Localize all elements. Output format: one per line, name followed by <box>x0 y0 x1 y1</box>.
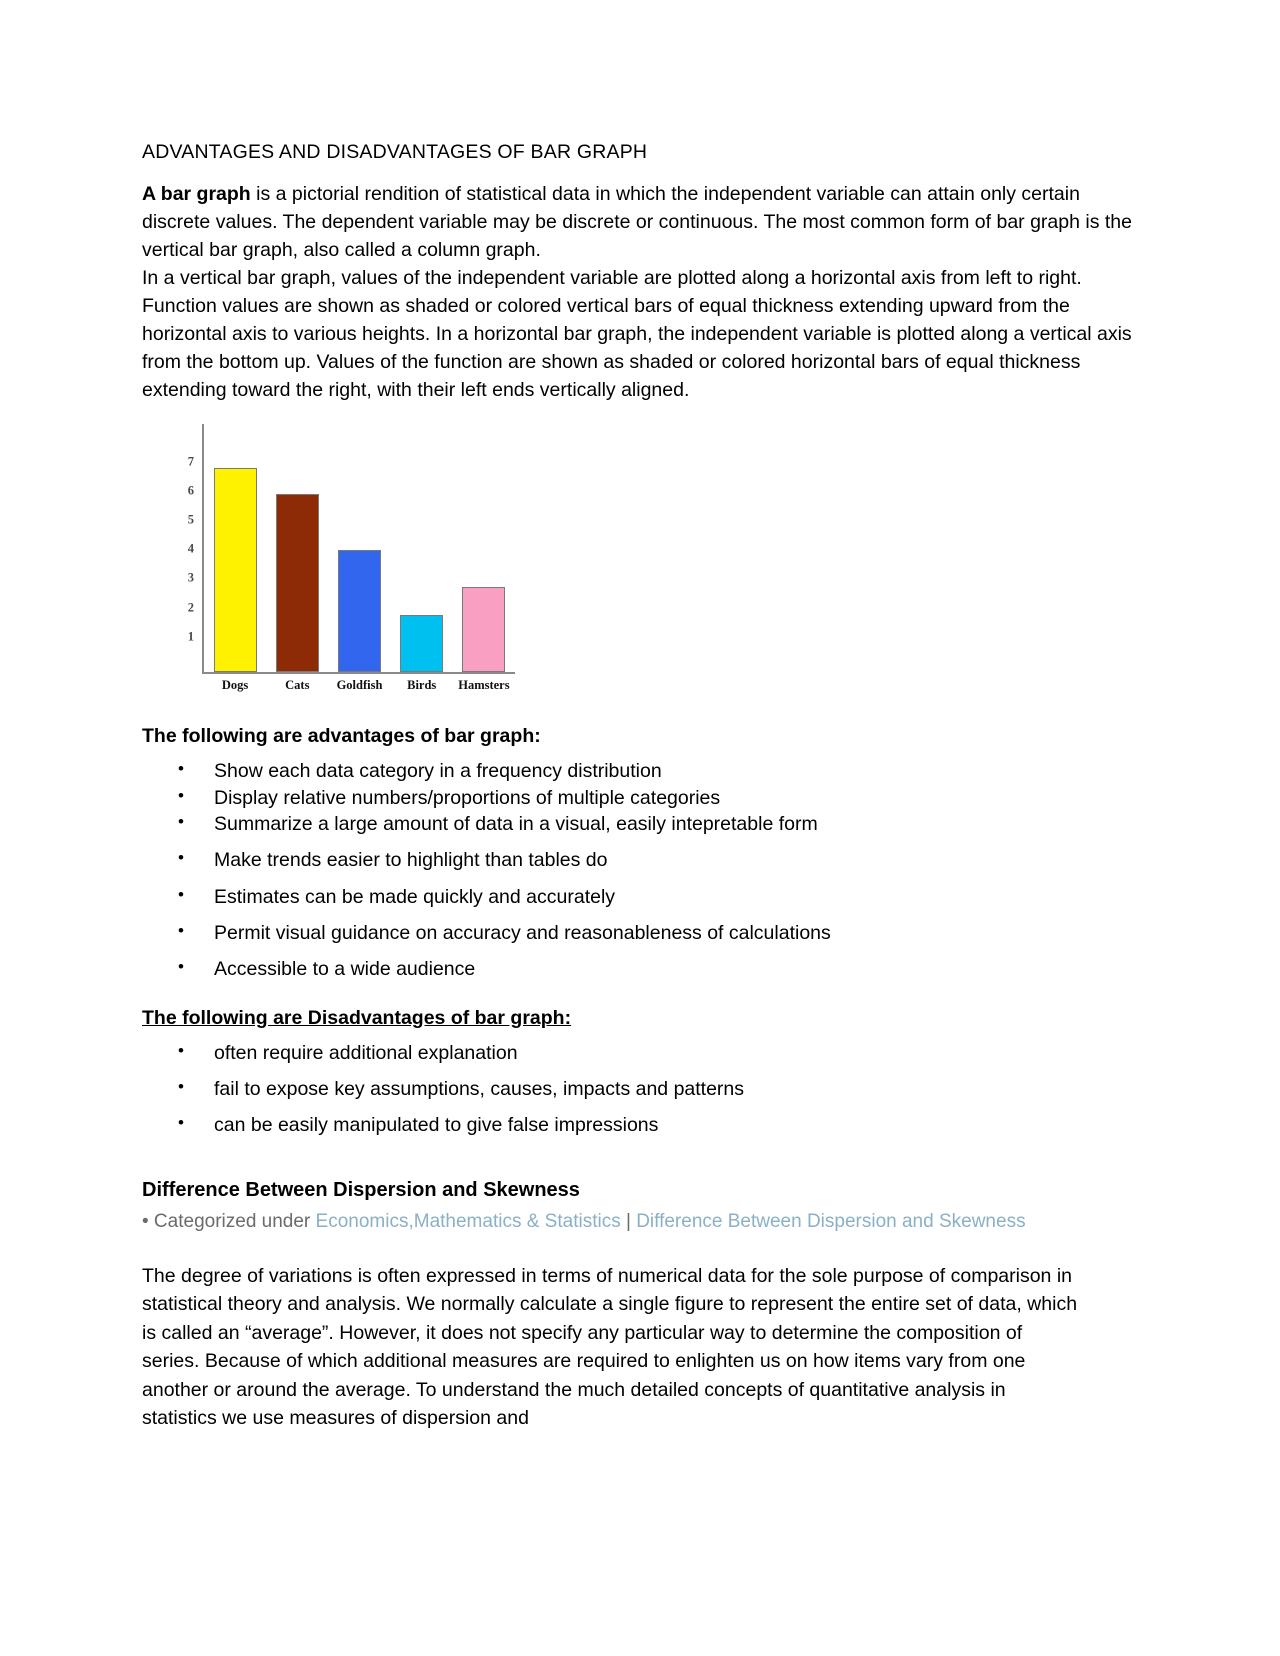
x-label-birds: Birds <box>407 678 437 693</box>
list-item <box>142 785 1140 811</box>
x-label-goldfish: Goldfish <box>336 678 383 693</box>
category-link[interactable]: Economics,Mathematics & Statistics <box>315 1210 621 1232</box>
y-tick-label: 3 <box>187 570 194 585</box>
dispersion-body-paragraph: The degree of variations is often expressed in terms of numerical data for the sole purpose of comparison in statistical theory and analysis. We normally calculate a single figure to represent the entire set of data, which is called an “average”. However, it does not specify any particular way to determine the composition of series. Because of which additional measures are required to enlighten us on how items vary from one another or around the average. To understand the much detailed concepts of quantitative analysis in statistics we use measures of dispersion and <box>142 1264 1078 1429</box>
bullet-icon: • <box>178 812 184 831</box>
bullet-icon: • <box>178 759 184 779</box>
bullet-icon: • <box>178 1076 184 1096</box>
advantages-heading: The following are advantages of bar graph: <box>142 725 541 748</box>
intro-lead-bold: A bar graph <box>142 183 251 206</box>
bullet-icon: • <box>178 785 184 805</box>
bar-slot <box>266 424 328 672</box>
list-item-text: Show each data category in a frequency distribution <box>214 760 662 783</box>
dispersion-section <box>142 1179 1140 1433</box>
bar-chart-figure <box>172 424 517 693</box>
bullet-icon: • <box>178 1040 184 1060</box>
list-item-text: Estimates can be made quickly and accurately <box>214 885 616 908</box>
list-item-text: Permit visual guidance on accuracy and reasonableness of calculations <box>214 921 831 944</box>
categorized-line <box>142 1208 1062 1236</box>
y-tick-label: 6 <box>187 483 194 498</box>
chart-category-labels <box>204 678 515 693</box>
list-item <box>142 1076 1140 1102</box>
list-item-text: can be easily manipulated to give false impressions <box>214 1114 659 1137</box>
y-tick-label: 2 <box>187 600 194 615</box>
bar-chart <box>172 424 517 674</box>
bullet-icon: • <box>178 884 184 904</box>
categorized-prefix: • Categorized under <box>142 1210 316 1232</box>
bar-slot <box>328 424 390 672</box>
list-item-text: Make trends easier to highlight than tables do <box>214 849 608 872</box>
list-item <box>142 1040 1140 1066</box>
list-item-text: Summarize a large amount of data in a visual, easily intepretable form <box>214 813 818 835</box>
bullet-icon: • <box>178 848 184 868</box>
advantages-list <box>142 758 1140 982</box>
disadvantages-list <box>142 1040 1140 1139</box>
y-tick-label: 4 <box>187 541 194 556</box>
y-tick-label: 7 <box>187 454 194 469</box>
bullet-icon: • <box>178 1113 184 1133</box>
bar-slot <box>453 424 515 672</box>
bar-dogs <box>214 468 257 673</box>
bullet-icon: • <box>178 957 184 977</box>
list-item-text: often require additional explanation <box>214 1041 518 1064</box>
list-item-text: Accessible to a wide audience <box>214 958 476 981</box>
list-item <box>142 847 1140 873</box>
x-label-cats: Cats <box>285 678 310 693</box>
y-tick-label: 5 <box>187 512 194 527</box>
article-link[interactable]: Difference Between Dispersion and Skewness <box>636 1210 1026 1232</box>
bar-goldfish <box>338 550 381 673</box>
intro-paragraph-2: In a vertical bar graph, values of the independent variable are plotted along a horizontal axis from left to right. Function values are shown as shaded or colored vertical bars of equal thickness extending upward from the horizontal axis to various heights. In a horizontal bar graph, the independent variable is plotted along a vertical axis from the bottom up. Values of the function are shown as shaded or colored horizontal bars of equal thickness extending toward the right, with their left ends vertically aligned. <box>142 267 1132 402</box>
intro-paragraph-1 <box>142 180 1140 264</box>
chart-bars <box>204 424 515 672</box>
bar-hamsters <box>462 587 505 672</box>
page-title: ADVANTAGES AND DISADVANTAGES OF BAR GRAPH <box>142 141 648 163</box>
bar-birds <box>400 615 443 673</box>
list-item <box>142 1112 1140 1138</box>
disadvantages-section <box>142 993 1140 1139</box>
list-item <box>142 811 1140 837</box>
list-item-text: fail to expose key assumptions, causes, impacts and patterns <box>214 1077 745 1100</box>
list-item-text: Display relative numbers/proportions of multiple categories <box>214 786 721 809</box>
y-tick-label: 1 <box>187 629 194 644</box>
dispersion-heading: Difference Between Dispersion and Skewness <box>142 1178 580 1201</box>
list-item <box>142 956 1140 982</box>
list-item <box>142 758 1140 784</box>
list-item <box>142 884 1140 910</box>
x-label-hamsters: Hamsters <box>458 678 510 693</box>
list-item <box>142 920 1140 946</box>
x-label-dogs: Dogs <box>221 678 249 693</box>
bullet-icon: • <box>178 920 184 940</box>
advantages-section <box>142 699 1140 982</box>
link-separator: | <box>620 1210 637 1232</box>
bar-slot <box>204 424 266 672</box>
disadvantages-heading: The following are Disadvantages of bar graph: <box>142 1006 572 1029</box>
bar-slot <box>391 424 453 672</box>
bar-cats <box>276 494 319 673</box>
intro-lead-rest: is a pictorial rendition of statistical data in which the independent variable can attain only certain discrete values. The dependent variable may be discrete or continuous. The most common form of bar graph is the vertical bar graph, also called a column graph. <box>142 183 1132 262</box>
